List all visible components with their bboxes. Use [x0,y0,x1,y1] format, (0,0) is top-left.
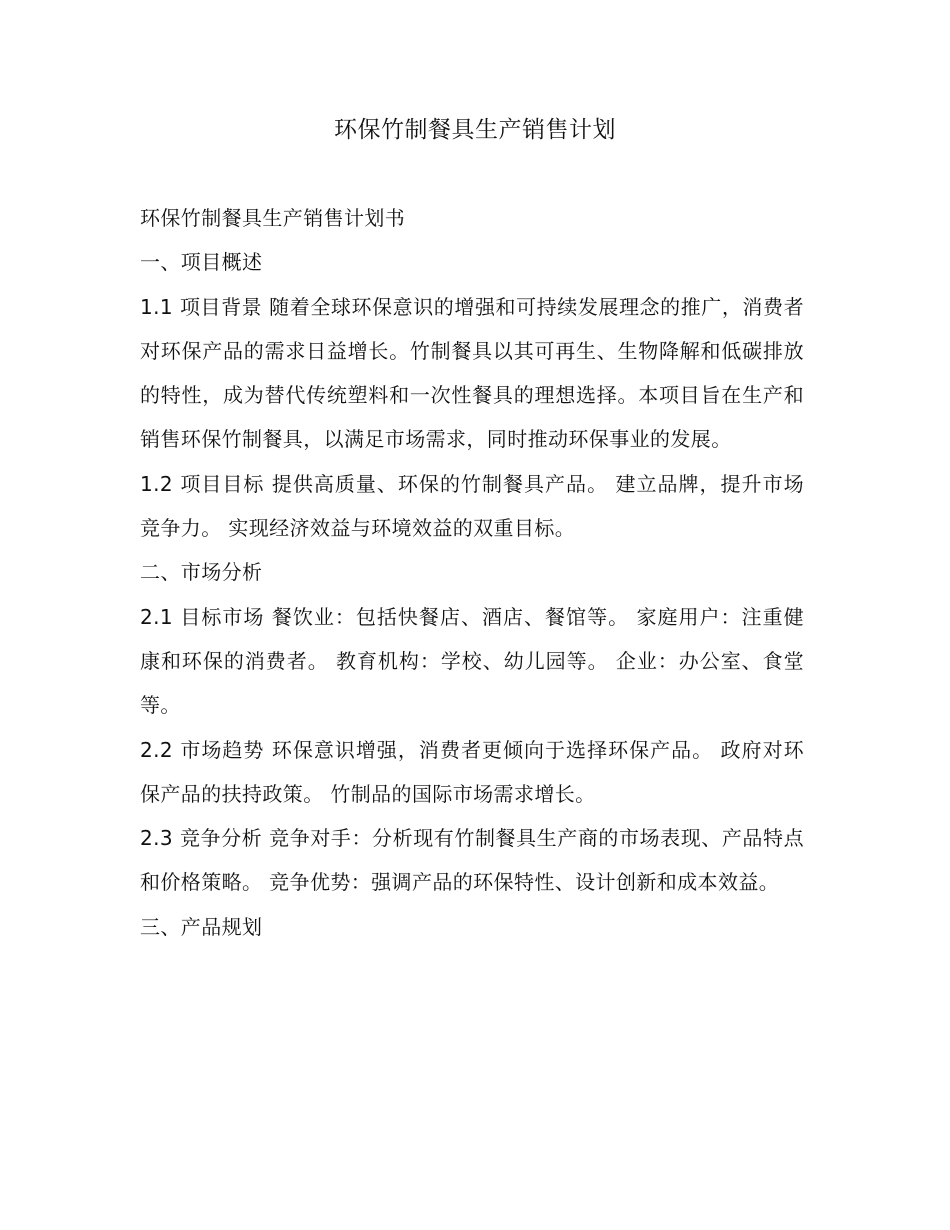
paragraph-project-background: 1.1 项目背景 随着全球环保意识的增强和可持续发展理念的推广，消费者对环保产品的需求日益增长。竹制餐具以其可再生、生物降解和低碳排放的特性，成为替代传统塑料和一次性餐具的理想选择。本项目旨在生产和销售环保竹制餐具，以满足市场需求，同时推动环保事业的发展。 [140,294,804,452]
paragraph-project-goals: 1.2 项目目标 提供高质量、环保的竹制餐具产品。 建立品牌，提升市场竞争力。 实现经济效益与环境效益的双重目标。 [140,471,804,541]
document-title: 环保竹制餐具生产销售计划 [334,117,616,143]
section-heading-market-analysis: 二、市场分析 [140,560,263,585]
section-heading-overview: 一、项目概述 [140,250,263,275]
paragraph-competition-analysis: 2.3 竞争分析 竞争对手：分析现有竹制餐具生产商的市场表现、产品特点和价格策略。 竞争优势：强调产品的环保特性、设计创新和成本效益。 [140,826,804,895]
paragraph-market-trends: 2.2 市场趋势 环保意识增强，消费者更倾向于选择环保产品。 政府对环保产品的扶持政策。 竹制品的国际市场需求增长。 [140,737,804,806]
paragraph-target-market: 2.1 目标市场 餐饮业：包括快餐店、酒店、餐馆等。 家庭用户：注重健康和环保的消费者。 教育机构：学校、幼儿园等。 企业：办公室、食堂等。 [140,604,804,718]
document-subtitle: 环保竹制餐具生产销售计划书 [140,206,406,230]
document-body [140,196,804,949]
section-heading-product-planning: 三、产品规划 [140,914,263,939]
